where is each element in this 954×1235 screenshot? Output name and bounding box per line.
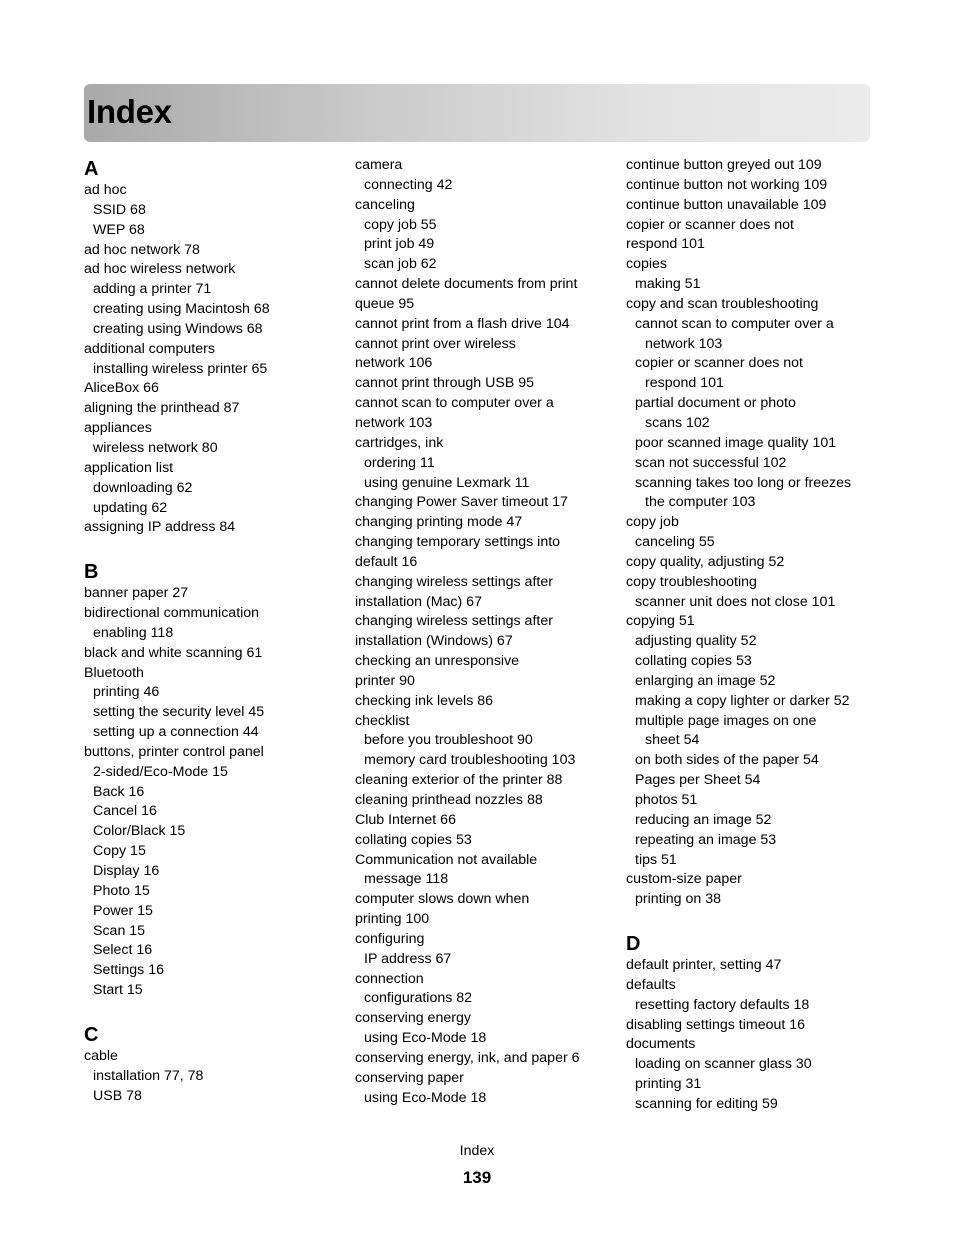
index-entry: appliances [84,420,152,437]
index-subentry: adding a printer 71 [93,281,212,298]
index-subentry: scanning takes too long or freezes [635,474,852,491]
index-entry: copy job [626,514,679,531]
index-entry: network 106 [355,355,433,372]
index-entry: changing temporary settings into [355,534,561,551]
index-entry: continue button unavailable 109 [626,196,827,213]
index-entry: default printer, setting 47 [626,957,782,974]
index-entry: cannot print over wireless [355,335,516,352]
index-subentry: adjusting quality 52 [635,633,757,650]
index-subentry: SSID 68 [93,201,146,218]
section-letter: B [84,561,99,584]
index-subentry: Select 16 [93,942,153,959]
index-entry: camera [355,157,403,173]
section-letter: C [84,1023,99,1046]
index-entry: computer slows down when [355,891,530,908]
index-entry: banner paper 27 [84,585,189,602]
index-subentry: setting up a connection 44 [93,724,259,741]
index-entry: respond 101 [626,236,705,253]
index-entry: copy and scan troubleshooting [626,295,819,312]
index-entry: ad hoc network 78 [84,241,200,258]
section-letter: D [626,933,641,956]
index-subentry: multiple page images on one [635,712,817,729]
index-subentry: partial document or photo [635,395,796,412]
index-subentry: collating copies 53 [635,653,752,670]
index-subentry: Photo 15 [93,882,150,899]
index-subentry: reducing an image 52 [635,811,772,828]
index-subentry: Settings 16 [93,962,164,979]
index-subentry: Color/Black 15 [93,823,186,840]
index-entry: buttons, printer control panel [84,743,264,760]
index-subentry: Scan 15 [93,922,146,939]
index-subentry: repeating an image 53 [635,831,777,848]
index-entry: bidirectional communication [84,605,260,622]
index-subentry: printing 46 [93,684,160,701]
index-subentry: WEP 68 [93,221,145,238]
index-subentry: updating 62 [93,499,168,516]
index-entry: Communication not available [355,851,538,868]
index-subentry: photos 51 [635,792,698,808]
index-entry: ad hoc wireless network [84,261,236,278]
index-entry: cannot print through USB 95 [355,375,535,392]
index-subentry: Power 15 [93,902,153,919]
index-entry: cartridges, ink [355,434,444,451]
index-entry: copy quality, adjusting 52 [626,553,785,570]
index-subentry: using Eco-Mode 18 [364,1089,487,1106]
index-subentry: print job 49 [364,236,435,253]
index-subentry: USB 78 [93,1087,142,1104]
index-entry: checklist [355,712,410,729]
index-subentry: enabling 118 [93,624,174,641]
index-entry: Bluetooth [84,664,144,681]
index-entry: canceling [355,196,415,213]
index-subentry: Back 16 [93,783,145,800]
index-entry: copy troubleshooting [626,573,757,590]
index-entry: conserving paper [355,1069,464,1086]
index-subentry: connecting 42 [364,176,453,193]
index-entry: Club Internet 66 [355,811,456,828]
index-entry: installation (Mac) 67 [355,593,482,610]
index-subentry: on both sides of the paper 54 [635,752,819,769]
index-entry: ad hoc [84,182,127,198]
index-entry: checking ink levels 86 [355,692,494,709]
index-subentry: loading on scanner glass 30 [635,1056,812,1073]
index-entry: cannot print from a flash drive 104 [355,315,570,332]
index-entry: aligning the printhead 87 [84,400,240,417]
index-entry: conserving energy, ink, and paper 6 [355,1049,580,1066]
index-subentry: cannot scan to computer over a [635,315,834,332]
index-subentry: scanning for editing 59 [635,1095,778,1112]
index-subentry: ordering 11 [364,454,435,471]
index-subentry: installation 77, 78 [93,1067,204,1084]
index-entry: cable [84,1047,118,1064]
index-entry: checking an unresponsive [355,653,520,670]
index-subentry: scanner unit does not close 101 [635,593,836,610]
index-subentry: Start 15 [93,982,143,999]
index-subentry: scan job 62 [364,256,437,273]
index-subentry: setting the security level 45 [93,704,265,721]
index-entry: custom-size paper [626,871,742,888]
index-entry: AliceBox 66 [84,380,159,397]
index-entry: installation (Windows) 67 [355,633,513,650]
index-subentry: memory card troubleshooting 103 [364,752,576,769]
index-entry: cleaning printhead nozzles 88 [355,792,543,808]
index-entry: printer 90 [355,672,415,689]
index-subentry: message 118 [364,871,449,888]
index-entry: default 16 [355,553,418,570]
index-subentry: installing wireless printer 65 [93,360,268,377]
index-subentry: poor scanned image quality 101 [635,434,837,451]
index-entry: copying 51 [626,613,695,630]
index-subentry: Cancel 16 [93,803,157,820]
index-subentry: copier or scanner does not [635,355,803,372]
index-entry: documents [626,1036,696,1053]
index-subentry: copy job 55 [364,216,437,233]
index-subentry: before you troubleshoot 90 [364,732,533,749]
index-subentry: scans 102 [645,414,710,431]
index-subentry: creating using Macintosh 68 [93,301,270,318]
index-entry: defaults [626,976,676,993]
index-subentry: making 51 [635,276,701,293]
index-subentry: downloading 62 [93,479,193,496]
index-subentry: tips 51 [635,851,677,868]
index-entry: queue 95 [355,295,415,312]
index-subentry: the computer 103 [645,494,756,511]
index-entry: changing wireless settings after [355,573,553,590]
index-entry: printing 100 [355,911,430,928]
index-entry: configuring [355,930,425,947]
section-letter: A [84,158,99,180]
title-banner [84,84,870,142]
index-entry: assigning IP address 84 [84,519,236,536]
index-subentry: making a copy lighter or darker 52 [635,692,850,709]
index-subentry: Display 16 [93,863,160,879]
index-subentry: configurations 82 [364,990,473,1007]
index-subentry: resetting factory defaults 18 [635,996,810,1013]
index-entry: disabling settings timeout 16 [626,1016,806,1033]
index-subentry: printing on 38 [635,891,721,908]
index-entry: connection [355,970,424,987]
index-subentry: 2-sided/Eco-Mode 15 [93,763,228,780]
index-subentry: scan not successful 102 [635,454,787,471]
index-entry: collating copies 53 [355,831,472,848]
index-subentry: enlarging an image 52 [635,672,776,689]
index-subentry: creating using Windows 68 [93,320,263,337]
index-subentry: using Eco-Mode 18 [364,1030,487,1047]
index-entry: changing Power Saver timeout 17 [355,494,568,511]
index-column-2 [355,156,617,1109]
index-entry: conserving energy [355,1010,471,1027]
index-entry: cannot scan to computer over a [355,395,554,412]
index-entry: application list [84,459,174,476]
index-entry: black and white scanning 61 [84,644,263,661]
index-subentry: using genuine Lexmark 11 [364,474,530,491]
index-entry: copies [626,256,668,273]
index-subentry: respond 101 [645,375,724,392]
index-subentry: sheet 54 [645,732,700,749]
index-subentry: Pages per Sheet 54 [635,772,761,789]
index-subentry: network 103 [645,335,723,352]
index-entry: cleaning exterior of the printer 88 [355,772,563,789]
index-entry: network 103 [355,414,433,431]
index-column-1 [84,156,346,1106]
index-entry: continue button greyed out 109 [626,157,822,173]
index-subentry: Copy 15 [93,843,146,860]
index-subentry: IP address 67 [364,950,452,967]
index-entry: continue button not working 109 [626,176,828,193]
index-subentry: printing 31 [635,1076,702,1093]
index-entry: cannot delete documents from print [355,276,578,293]
footer-label: Index [459,1143,495,1159]
index-entry: changing printing mode 47 [355,514,523,531]
index-entry: changing wireless settings after [355,613,553,630]
index-subentry: canceling 55 [635,534,715,551]
index-entry: copier or scanner does not [626,216,794,233]
index-column-3 [626,156,888,1115]
index-entry: additional computers [84,340,215,357]
page-number: 139 [462,1168,492,1187]
page-title: Index [87,93,172,130]
index-subentry: wireless network 80 [93,439,218,456]
